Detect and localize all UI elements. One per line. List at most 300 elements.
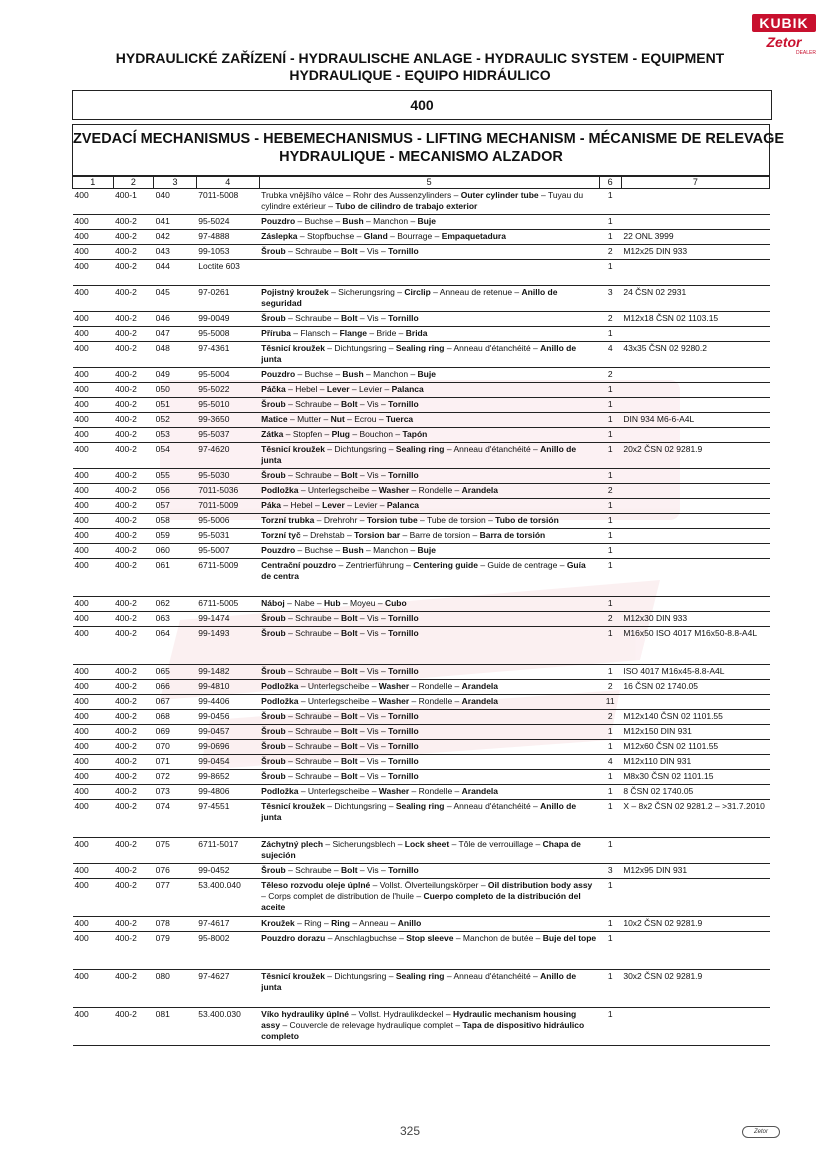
- table-row: [73, 499, 770, 514]
- position-cell: 059: [154, 529, 197, 544]
- table-row: [73, 770, 770, 785]
- subgroup-cell: 400-2: [113, 245, 154, 260]
- position-cell: 048: [154, 342, 197, 368]
- section-title: [72, 124, 785, 176]
- group-cell: 400: [73, 879, 114, 917]
- position-cell: 068: [154, 710, 197, 725]
- position-cell: 069: [154, 725, 197, 740]
- position-cell: 073: [154, 785, 197, 800]
- quantity-cell: 1: [599, 770, 621, 785]
- dealer-label: DEALER: [795, 50, 816, 56]
- position-cell: 049: [154, 368, 197, 383]
- note-cell: [621, 215, 769, 230]
- quantity-cell: 1: [599, 917, 621, 932]
- note-cell: M12x140 ČSN 02 1101.55: [621, 710, 769, 725]
- description-cell: Náboj – Nabe – Hub – Moyeu – Cubo: [259, 597, 599, 612]
- subgroup-cell: 400-2: [113, 970, 154, 1008]
- part-number-cell: Loctite 603: [196, 260, 259, 286]
- description-cell: Šroub – Schraube – Bolt – Vis – Tornillo: [259, 612, 599, 627]
- group-cell: 400: [73, 740, 114, 755]
- part-number-cell: 99-0456: [196, 710, 259, 725]
- group-cell: 400: [73, 469, 114, 484]
- column-header-7: 7: [621, 177, 769, 189]
- position-cell: 044: [154, 260, 197, 286]
- description-cell: Šroub – Schraube – Bolt – Vis – Tornillo: [259, 627, 599, 665]
- position-cell: 080: [154, 970, 197, 1008]
- description-cell: Šroub – Schraube – Bolt – Vis – Tornillo: [259, 770, 599, 785]
- group-cell: 400: [73, 695, 114, 710]
- quantity-cell: 1: [599, 215, 621, 230]
- subgroup-cell: 400-2: [113, 383, 154, 398]
- table-row: [73, 368, 770, 383]
- note-cell: [621, 695, 769, 710]
- description-cell: Těsnicí kroužek – Dichtungsring – Sealing ring – Anneau d'étanchéité – Anillo de junta: [259, 800, 599, 838]
- note-cell: [621, 383, 769, 398]
- column-header-3: 3: [154, 177, 197, 189]
- part-number-cell: 97-4551: [196, 800, 259, 838]
- table-row: [73, 327, 770, 342]
- part-number-cell: 99-1482: [196, 665, 259, 680]
- description-cell: Podložka – Unterlegscheibe – Washer – Rondelle – Arandela: [259, 680, 599, 695]
- table-row: [73, 260, 770, 286]
- group-cell: 400: [73, 627, 114, 665]
- table-row: [73, 383, 770, 398]
- page-title-line1: HYDRAULICKÉ ZAŘÍZENÍ - HYDRAULISCHE ANLAGE - HYDRAULIC SYSTEM - EQUIPMENT: [115, 50, 725, 66]
- position-cell: 060: [154, 544, 197, 559]
- part-number-cell: 7011-5009: [196, 499, 259, 514]
- note-cell: [621, 1008, 769, 1046]
- column-header-6: 6: [599, 177, 621, 189]
- subgroup-cell: 400-2: [113, 695, 154, 710]
- position-cell: 065: [154, 665, 197, 680]
- note-cell: M12x95 DIN 931: [621, 864, 769, 879]
- subgroup-cell: 400-2: [113, 770, 154, 785]
- group-cell: 400: [73, 770, 114, 785]
- note-cell: 16 ČSN 02 1740.05: [621, 680, 769, 695]
- position-cell: 074: [154, 800, 197, 838]
- part-number-cell: 7011-5008: [196, 189, 259, 215]
- description-cell: Zátka – Stopfen – Plug – Bouchon – Tapón: [259, 428, 599, 443]
- quantity-cell: 3: [599, 286, 621, 312]
- position-cell: 058: [154, 514, 197, 529]
- part-number-cell: 97-4627: [196, 970, 259, 1008]
- table-row: [73, 469, 770, 484]
- description-cell: [259, 260, 599, 286]
- subgroup-cell: 400-2: [113, 725, 154, 740]
- table-row: [73, 879, 770, 917]
- quantity-cell: 2: [599, 710, 621, 725]
- note-cell: DIN 934 M6-6-A4L: [621, 413, 769, 428]
- subgroup-cell: 400-2: [113, 312, 154, 327]
- position-cell: 040: [154, 189, 197, 215]
- subgroup-cell: 400-1: [113, 189, 154, 215]
- table-row: [73, 245, 770, 260]
- part-number-cell: 53.400.040: [196, 879, 259, 917]
- group-cell: 400: [73, 755, 114, 770]
- group-cell: 400: [73, 484, 114, 499]
- subgroup-cell: 400-2: [113, 443, 154, 469]
- table-row: [73, 680, 770, 695]
- description-cell: Podložka – Unterlegscheibe – Washer – Rondelle – Arandela: [259, 785, 599, 800]
- note-cell: M12x110 DIN 931: [621, 755, 769, 770]
- position-cell: 063: [154, 612, 197, 627]
- table-row: [73, 917, 770, 932]
- group-cell: 400: [73, 710, 114, 725]
- position-cell: 066: [154, 680, 197, 695]
- quantity-cell: 1: [599, 327, 621, 342]
- quantity-cell: 2: [599, 368, 621, 383]
- position-cell: 072: [154, 770, 197, 785]
- note-cell: M12x150 DIN 931: [621, 725, 769, 740]
- description-cell: Šroub – Schraube – Bolt – Vis – Tornillo: [259, 710, 599, 725]
- group-cell: 400: [73, 529, 114, 544]
- description-cell: Trubka vnějšího válce – Rohr des Aussenzylinders – Outer cylinder tube – Tuyau du cylindre extérieur – Tubo de cilindro de trabajo exterior: [259, 189, 599, 215]
- part-number-cell: 6711-5005: [196, 597, 259, 612]
- part-number-cell: 99-4806: [196, 785, 259, 800]
- position-cell: 071: [154, 755, 197, 770]
- description-cell: Centrační pouzdro – Zentrierführung – Centering guide – Guide de centrage – Guía de centra: [259, 559, 599, 597]
- page-title-line2: HYDRAULIQUE - EQUIPO HIDRÁULICO: [289, 67, 551, 83]
- table-row: [73, 710, 770, 725]
- table-row: [73, 428, 770, 443]
- table-row: [73, 970, 770, 1008]
- part-number-cell: 95-5008: [196, 327, 259, 342]
- part-number-cell: 99-0696: [196, 740, 259, 755]
- table-row: [73, 413, 770, 428]
- subgroup-cell: 400-2: [113, 413, 154, 428]
- note-cell: [621, 327, 769, 342]
- note-cell: 43x35 ČSN 02 9280.2: [621, 342, 769, 368]
- note-cell: M8x30 ČSN 02 1101.15: [621, 770, 769, 785]
- quantity-cell: 1: [599, 499, 621, 514]
- group-cell: 400: [73, 398, 114, 413]
- subgroup-cell: 400-2: [113, 917, 154, 932]
- description-cell: Těsnicí kroužek – Dichtungsring – Sealing ring – Anneau d'étanchéité – Anillo de junta: [259, 443, 599, 469]
- description-cell: Podložka – Unterlegscheibe – Washer – Rondelle – Arandela: [259, 695, 599, 710]
- quantity-cell: 1: [599, 725, 621, 740]
- note-cell: [621, 514, 769, 529]
- table-row: [73, 559, 770, 597]
- part-number-cell: 99-4406: [196, 695, 259, 710]
- description-cell: Šroub – Schraube – Bolt – Vis – Tornillo: [259, 740, 599, 755]
- description-cell: Páka – Hebel – Lever – Levier – Palanca: [259, 499, 599, 514]
- footer-zetor-logo: Zetor: [742, 1126, 780, 1138]
- subgroup-cell: 400-2: [113, 785, 154, 800]
- table-row: [73, 725, 770, 740]
- position-cell: 050: [154, 383, 197, 398]
- quantity-cell: 1: [599, 189, 621, 215]
- subgroup-cell: 400-2: [113, 800, 154, 838]
- part-number-cell: 7011-5036: [196, 484, 259, 499]
- group-cell: 400: [73, 838, 114, 864]
- note-cell: [621, 189, 769, 215]
- subgroup-cell: 400-2: [113, 428, 154, 443]
- subgroup-cell: 400-2: [113, 484, 154, 499]
- note-cell: 20x2 ČSN 02 9281.9: [621, 443, 769, 469]
- part-number-cell: 95-5004: [196, 368, 259, 383]
- group-cell: 400: [73, 725, 114, 740]
- subgroup-cell: 400-2: [113, 544, 154, 559]
- note-cell: [621, 597, 769, 612]
- note-cell: ISO 4017 M16x45-8.8-A4L: [621, 665, 769, 680]
- quantity-cell: 4: [599, 342, 621, 368]
- table-row: [73, 864, 770, 879]
- position-cell: 079: [154, 932, 197, 970]
- table-row: [73, 443, 770, 469]
- description-cell: Pouzdro – Buchse – Bush – Manchon – Buje: [259, 544, 599, 559]
- group-cell: 400: [73, 245, 114, 260]
- part-number-cell: 95-5031: [196, 529, 259, 544]
- part-number-cell: 95-5030: [196, 469, 259, 484]
- quantity-cell: 2: [599, 245, 621, 260]
- description-cell: Pouzdro – Buchse – Bush – Manchon – Buje: [259, 368, 599, 383]
- quantity-cell: 1: [599, 785, 621, 800]
- part-number-cell: 97-4361: [196, 342, 259, 368]
- note-cell: 30x2 ČSN 02 9281.9: [621, 970, 769, 1008]
- description-cell: Víko hydrauliky úplné – Vollst. Hydraulikdeckel – Hydraulic mechanism housing assy – Couvercle de relevage hydraulique complet – Tapa de dispositivo hidráulico completo: [259, 1008, 599, 1046]
- description-cell: Pouzdro dorazu – Anschlagbuchse – Stop sleeve – Manchon de butée – Buje del tope: [259, 932, 599, 970]
- position-cell: 056: [154, 484, 197, 499]
- note-cell: [621, 398, 769, 413]
- quantity-cell: 1: [599, 260, 621, 286]
- group-cell: 400: [73, 413, 114, 428]
- description-cell: Podložka – Unterlegscheibe – Washer – Rondelle – Arandela: [259, 484, 599, 499]
- description-cell: Šroub – Schraube – Bolt – Vis – Tornillo: [259, 665, 599, 680]
- quantity-cell: 1: [599, 597, 621, 612]
- subgroup-cell: 400-2: [113, 215, 154, 230]
- description-cell: Šroub – Schraube – Bolt – Vis – Tornillo: [259, 469, 599, 484]
- note-cell: M12x60 ČSN 02 1101.55: [621, 740, 769, 755]
- note-cell: [621, 544, 769, 559]
- position-cell: 041: [154, 215, 197, 230]
- quantity-cell: 1: [599, 932, 621, 970]
- part-number-cell: 95-5022: [196, 383, 259, 398]
- table-row: [73, 342, 770, 368]
- subgroup-cell: 400-2: [113, 1008, 154, 1046]
- position-cell: 070: [154, 740, 197, 755]
- table-row: [73, 627, 770, 665]
- note-cell: [621, 260, 769, 286]
- position-cell: 047: [154, 327, 197, 342]
- group-cell: 400: [73, 368, 114, 383]
- group-cell: 400: [73, 559, 114, 597]
- table-row: [73, 755, 770, 770]
- quantity-cell: 2: [599, 312, 621, 327]
- table-row: [73, 665, 770, 680]
- subgroup-cell: 400-2: [113, 368, 154, 383]
- table-row: [73, 838, 770, 864]
- part-number-cell: 95-5006: [196, 514, 259, 529]
- description-cell: Těsnicí kroužek – Dichtungsring – Sealing ring – Anneau d'étanchéité – Anillo de junta: [259, 970, 599, 1008]
- subgroup-cell: 400-2: [113, 342, 154, 368]
- description-cell: Šroub – Schraube – Bolt – Vis – Tornillo: [259, 725, 599, 740]
- note-cell: [621, 559, 769, 597]
- position-cell: 052: [154, 413, 197, 428]
- part-number-cell: 99-1474: [196, 612, 259, 627]
- position-cell: 067: [154, 695, 197, 710]
- column-header-1: 1: [73, 177, 114, 189]
- quantity-cell: 11: [599, 695, 621, 710]
- subgroup-cell: 400-2: [113, 529, 154, 544]
- note-cell: 8 ČSN 02 1740.05: [621, 785, 769, 800]
- part-number-cell: 99-1053: [196, 245, 259, 260]
- group-cell: 400: [73, 800, 114, 838]
- table-row: [73, 544, 770, 559]
- group-cell: 400: [73, 514, 114, 529]
- parts-table: [72, 176, 770, 1046]
- section-title-line2: HYDRAULIQUE - MECANISMO ALZADOR: [279, 149, 563, 165]
- table-row: [73, 612, 770, 627]
- note-cell: 22 ONL 3999: [621, 230, 769, 245]
- position-cell: 077: [154, 879, 197, 917]
- part-number-cell: 95-8002: [196, 932, 259, 970]
- quantity-cell: 1: [599, 230, 621, 245]
- section-title-line1: ZVEDACÍ MECHANISMUS - HEBEMECHANISMUS - LIFTING MECHANISM - MÉCANISME DE RELEVAGE: [73, 131, 785, 147]
- group-cell: 400: [73, 428, 114, 443]
- subgroup-cell: 400-2: [113, 627, 154, 665]
- subgroup-cell: 400-2: [113, 469, 154, 484]
- subgroup-cell: 400-2: [113, 612, 154, 627]
- part-number-cell: 97-0261: [196, 286, 259, 312]
- description-cell: Pojistný kroužek – Sicherungsring – Circlip – Anneau de retenue – Anillo de seguridad: [259, 286, 599, 312]
- part-number-cell: 99-0049: [196, 312, 259, 327]
- quantity-cell: 1: [599, 838, 621, 864]
- part-number-cell: 95-5024: [196, 215, 259, 230]
- group-cell: 400: [73, 864, 114, 879]
- table-row: [73, 529, 770, 544]
- description-cell: Záslepka – Stopfbuchse – Gland – Bourrage – Empaquetadura: [259, 230, 599, 245]
- note-cell: 10x2 ČSN 02 9281.9: [621, 917, 769, 932]
- group-cell: 400: [73, 230, 114, 245]
- quantity-cell: 1: [599, 665, 621, 680]
- page-number: 325: [399, 1124, 421, 1138]
- group-cell: 400: [73, 189, 114, 215]
- quantity-cell: 1: [599, 879, 621, 917]
- table-row: [73, 189, 770, 215]
- group-cell: 400: [73, 785, 114, 800]
- note-cell: [621, 529, 769, 544]
- position-cell: 081: [154, 1008, 197, 1046]
- quantity-cell: 1: [599, 1008, 621, 1046]
- note-cell: M12x18 ČSN 02 1103.15: [621, 312, 769, 327]
- note-cell: [621, 469, 769, 484]
- part-number-cell: 99-0457: [196, 725, 259, 740]
- table-row: [73, 1008, 770, 1046]
- note-cell: [621, 484, 769, 499]
- table-row: [73, 514, 770, 529]
- subgroup-cell: 400-2: [113, 740, 154, 755]
- subgroup-cell: 400-2: [113, 230, 154, 245]
- position-cell: 051: [154, 398, 197, 413]
- group-cell: 400: [73, 932, 114, 970]
- position-cell: 061: [154, 559, 197, 597]
- group-cell: 400: [73, 1008, 114, 1046]
- description-cell: Páčka – Hebel – Lever – Levier – Palanca: [259, 383, 599, 398]
- note-cell: M12x25 DIN 933: [621, 245, 769, 260]
- table-row: [73, 286, 770, 312]
- note-cell: [621, 428, 769, 443]
- quantity-cell: 4: [599, 755, 621, 770]
- part-number-cell: 97-4617: [196, 917, 259, 932]
- subgroup-cell: 400-2: [113, 597, 154, 612]
- table-row: [73, 215, 770, 230]
- description-cell: Příruba – Flansch – Flange – Bride – Brida: [259, 327, 599, 342]
- subgroup-cell: 400-2: [113, 710, 154, 725]
- subgroup-cell: 400-2: [113, 514, 154, 529]
- column-header-4: 4: [196, 177, 259, 189]
- subgroup-cell: 400-2: [113, 327, 154, 342]
- subgroup-cell: 400-2: [113, 879, 154, 917]
- part-number-cell: 99-4810: [196, 680, 259, 695]
- note-cell: [621, 499, 769, 514]
- table-row: [73, 312, 770, 327]
- description-cell: Záchytný plech – Sicherungsblech – Lock sheet – Tôle de verrouillage – Chapa de sujeción: [259, 838, 599, 864]
- subgroup-cell: 400-2: [113, 932, 154, 970]
- description-cell: Pouzdro – Buchse – Bush – Manchon – Buje: [259, 215, 599, 230]
- table-row: [73, 785, 770, 800]
- quantity-cell: 1: [599, 398, 621, 413]
- quantity-cell: 1: [599, 383, 621, 398]
- note-cell: [621, 932, 769, 970]
- subgroup-cell: 400-2: [113, 665, 154, 680]
- position-cell: 042: [154, 230, 197, 245]
- subgroup-cell: 400-2: [113, 260, 154, 286]
- subgroup-cell: 400-2: [113, 499, 154, 514]
- table-header-row: [73, 177, 770, 189]
- note-cell: X – 8x2 ČSN 02 9281.2 – >31.7.2010: [621, 800, 769, 838]
- subgroup-cell: 400-2: [113, 398, 154, 413]
- part-number-cell: 99-0454: [196, 755, 259, 770]
- table-row: [73, 740, 770, 755]
- part-number-cell: 99-3650: [196, 413, 259, 428]
- group-number: 400: [72, 90, 772, 120]
- note-cell: M16x50 ISO 4017 M16x50-8.8-A4L: [621, 627, 769, 665]
- position-cell: 057: [154, 499, 197, 514]
- group-cell: 400: [73, 612, 114, 627]
- description-cell: Matice – Mutter – Nut – Ecrou – Tuerca: [259, 413, 599, 428]
- zetor-logo: Zetor: [766, 34, 802, 50]
- group-cell: 400: [73, 215, 114, 230]
- kubik-logo: KUBIK: [752, 14, 816, 32]
- table-row: [73, 800, 770, 838]
- description-cell: Kroužek – Ring – Ring – Anneau – Anillo: [259, 917, 599, 932]
- group-cell: 400: [73, 443, 114, 469]
- description-cell: Torzní tyč – Drehstab – Torsion bar – Barre de torsion – Barra de torsión: [259, 529, 599, 544]
- group-cell: 400: [73, 597, 114, 612]
- group-cell: 400: [73, 383, 114, 398]
- group-cell: 400: [73, 665, 114, 680]
- position-cell: 076: [154, 864, 197, 879]
- quantity-cell: 2: [599, 680, 621, 695]
- quantity-cell: 3: [599, 864, 621, 879]
- quantity-cell: 1: [599, 443, 621, 469]
- table-row: [73, 230, 770, 245]
- quantity-cell: 1: [599, 469, 621, 484]
- position-cell: 055: [154, 469, 197, 484]
- quantity-cell: 1: [599, 627, 621, 665]
- part-number-cell: 6711-5017: [196, 838, 259, 864]
- table-row: [73, 597, 770, 612]
- column-header-2: 2: [113, 177, 154, 189]
- table-row: [73, 932, 770, 970]
- position-cell: 043: [154, 245, 197, 260]
- position-cell: 062: [154, 597, 197, 612]
- group-cell: 400: [73, 499, 114, 514]
- description-cell: Těsnicí kroužek – Dichtungsring – Sealing ring – Anneau d'étanchéité – Anillo de junta: [259, 342, 599, 368]
- subgroup-cell: 400-2: [113, 680, 154, 695]
- description-cell: Torzní trubka – Drehrohr – Torsion tube – Tube de torsion – Tubo de torsión: [259, 514, 599, 529]
- subgroup-cell: 400-2: [113, 838, 154, 864]
